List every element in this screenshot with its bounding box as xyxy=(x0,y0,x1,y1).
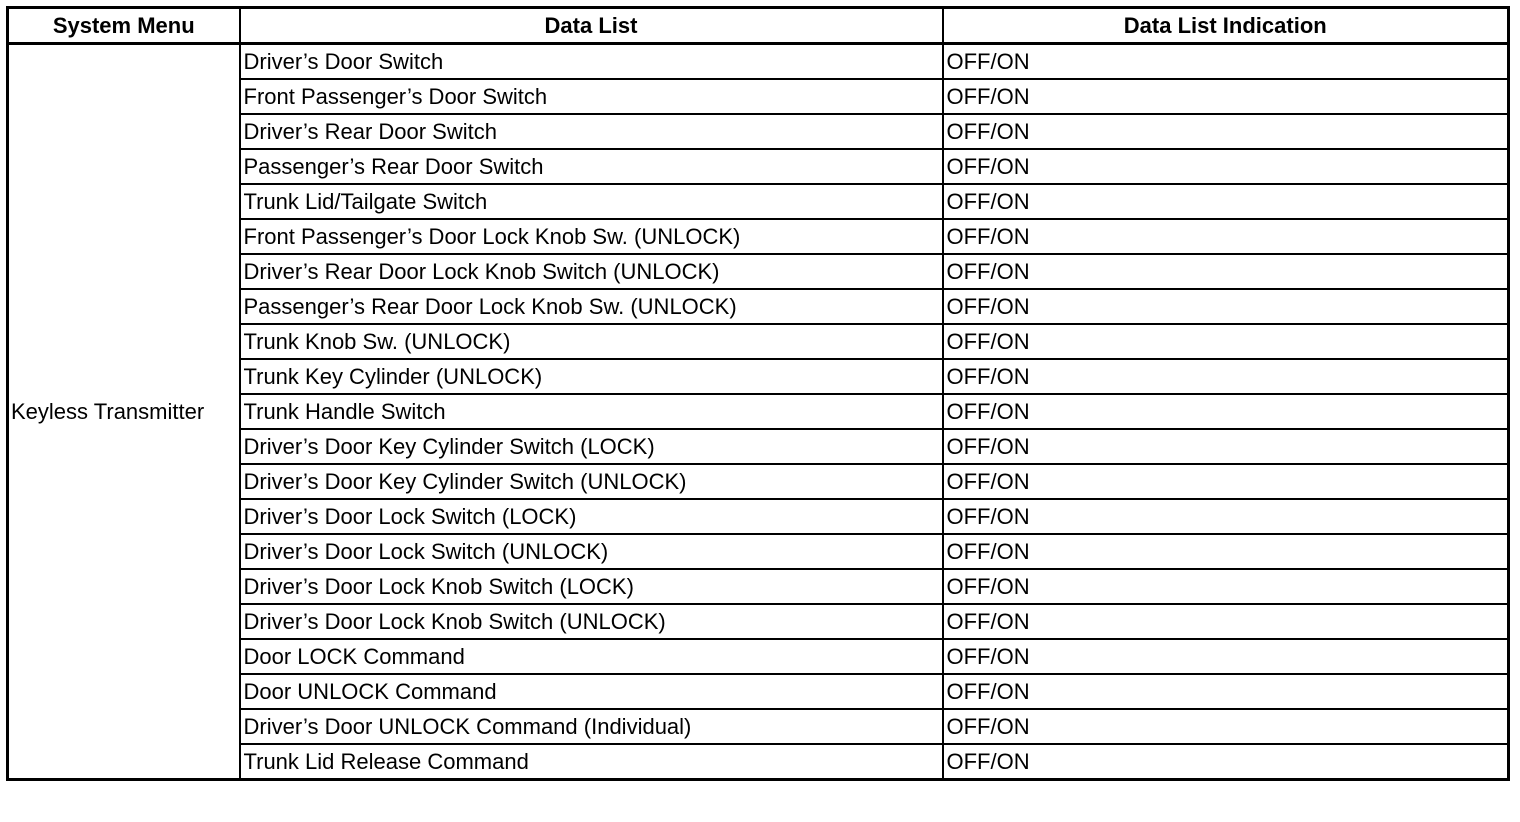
data-list-item-cell: Driver’s Door Lock Knob Switch (UNLOCK) xyxy=(240,604,943,639)
data-list-item-cell: Driver’s Door Key Cylinder Switch (UNLOCK) xyxy=(240,464,943,499)
data-list-indication-cell: OFF/ON xyxy=(943,534,1509,569)
data-list-item-cell: Driver’s Rear Door Lock Knob Switch (UNLOCK) xyxy=(240,254,943,289)
data-list-indication-cell: OFF/ON xyxy=(943,604,1509,639)
data-list-indication-cell: OFF/ON xyxy=(943,569,1509,604)
table-header xyxy=(8,8,1509,44)
header-system-menu: System Menu xyxy=(8,8,240,44)
data-list-item-cell: Driver’s Door Lock Switch (LOCK) xyxy=(240,499,943,534)
data-list-item-cell: Front Passenger’s Door Switch xyxy=(240,79,943,114)
data-list-item-cell: Door UNLOCK Command xyxy=(240,674,943,709)
data-list-indication-cell: OFF/ON xyxy=(943,429,1509,464)
data-list-item-cell: Passenger’s Rear Door Lock Knob Sw. (UNLOCK) xyxy=(240,289,943,324)
data-list-indication-cell: OFF/ON xyxy=(943,79,1509,114)
data-list-item-cell: Front Passenger’s Door Lock Knob Sw. (UNLOCK) xyxy=(240,219,943,254)
data-list-indication-cell: OFF/ON xyxy=(943,499,1509,534)
header-data-list-indication: Data List Indication xyxy=(943,8,1509,44)
data-list-item-cell: Driver’s Door Lock Switch (UNLOCK) xyxy=(240,534,943,569)
data-list-indication-cell: OFF/ON xyxy=(943,394,1509,429)
data-list-indication-cell: OFF/ON xyxy=(943,744,1509,780)
data-list-item-cell: Driver’s Door Lock Knob Switch (LOCK) xyxy=(240,569,943,604)
data-list-indication-cell: OFF/ON xyxy=(943,639,1509,674)
data-list-indication-cell: OFF/ON xyxy=(943,359,1509,394)
data-list-item-cell: Trunk Lid/Tailgate Switch xyxy=(240,184,943,219)
header-row xyxy=(8,8,1509,44)
data-list-item-cell: Door LOCK Command xyxy=(240,639,943,674)
data-list-indication-cell: OFF/ON xyxy=(943,709,1509,744)
data-list-indication-cell: OFF/ON xyxy=(943,44,1509,80)
header-data-list: Data List xyxy=(240,8,943,44)
data-list-indication-cell: OFF/ON xyxy=(943,219,1509,254)
data-list-indication-cell: OFF/ON xyxy=(943,674,1509,709)
data-list-indication-cell: OFF/ON xyxy=(943,254,1509,289)
data-list-indication-cell: OFF/ON xyxy=(943,289,1509,324)
data-list-item-cell: Trunk Handle Switch xyxy=(240,394,943,429)
table-row xyxy=(8,44,1509,80)
data-list-item-cell: Driver’s Door Switch xyxy=(240,44,943,80)
system-menu-cell: Keyless Transmitter xyxy=(8,44,240,780)
data-list-item-cell: Driver’s Door Key Cylinder Switch (LOCK) xyxy=(240,429,943,464)
data-list-item-cell: Driver’s Door UNLOCK Command (Individual) xyxy=(240,709,943,744)
data-list-item-cell: Trunk Key Cylinder (UNLOCK) xyxy=(240,359,943,394)
data-list-indication-cell: OFF/ON xyxy=(943,149,1509,184)
data-list-item-cell: Trunk Knob Sw. (UNLOCK) xyxy=(240,324,943,359)
data-list-item-cell: Trunk Lid Release Command xyxy=(240,744,943,780)
data-list-indication-cell: OFF/ON xyxy=(943,464,1509,499)
data-list-item-cell: Driver’s Rear Door Switch xyxy=(240,114,943,149)
table-body xyxy=(8,44,1509,780)
data-list-indication-cell: OFF/ON xyxy=(943,184,1509,219)
data-list-indication-cell: OFF/ON xyxy=(943,324,1509,359)
data-list-table xyxy=(6,6,1510,781)
data-list-item-cell: Passenger’s Rear Door Switch xyxy=(240,149,943,184)
data-list-indication-cell: OFF/ON xyxy=(943,114,1509,149)
